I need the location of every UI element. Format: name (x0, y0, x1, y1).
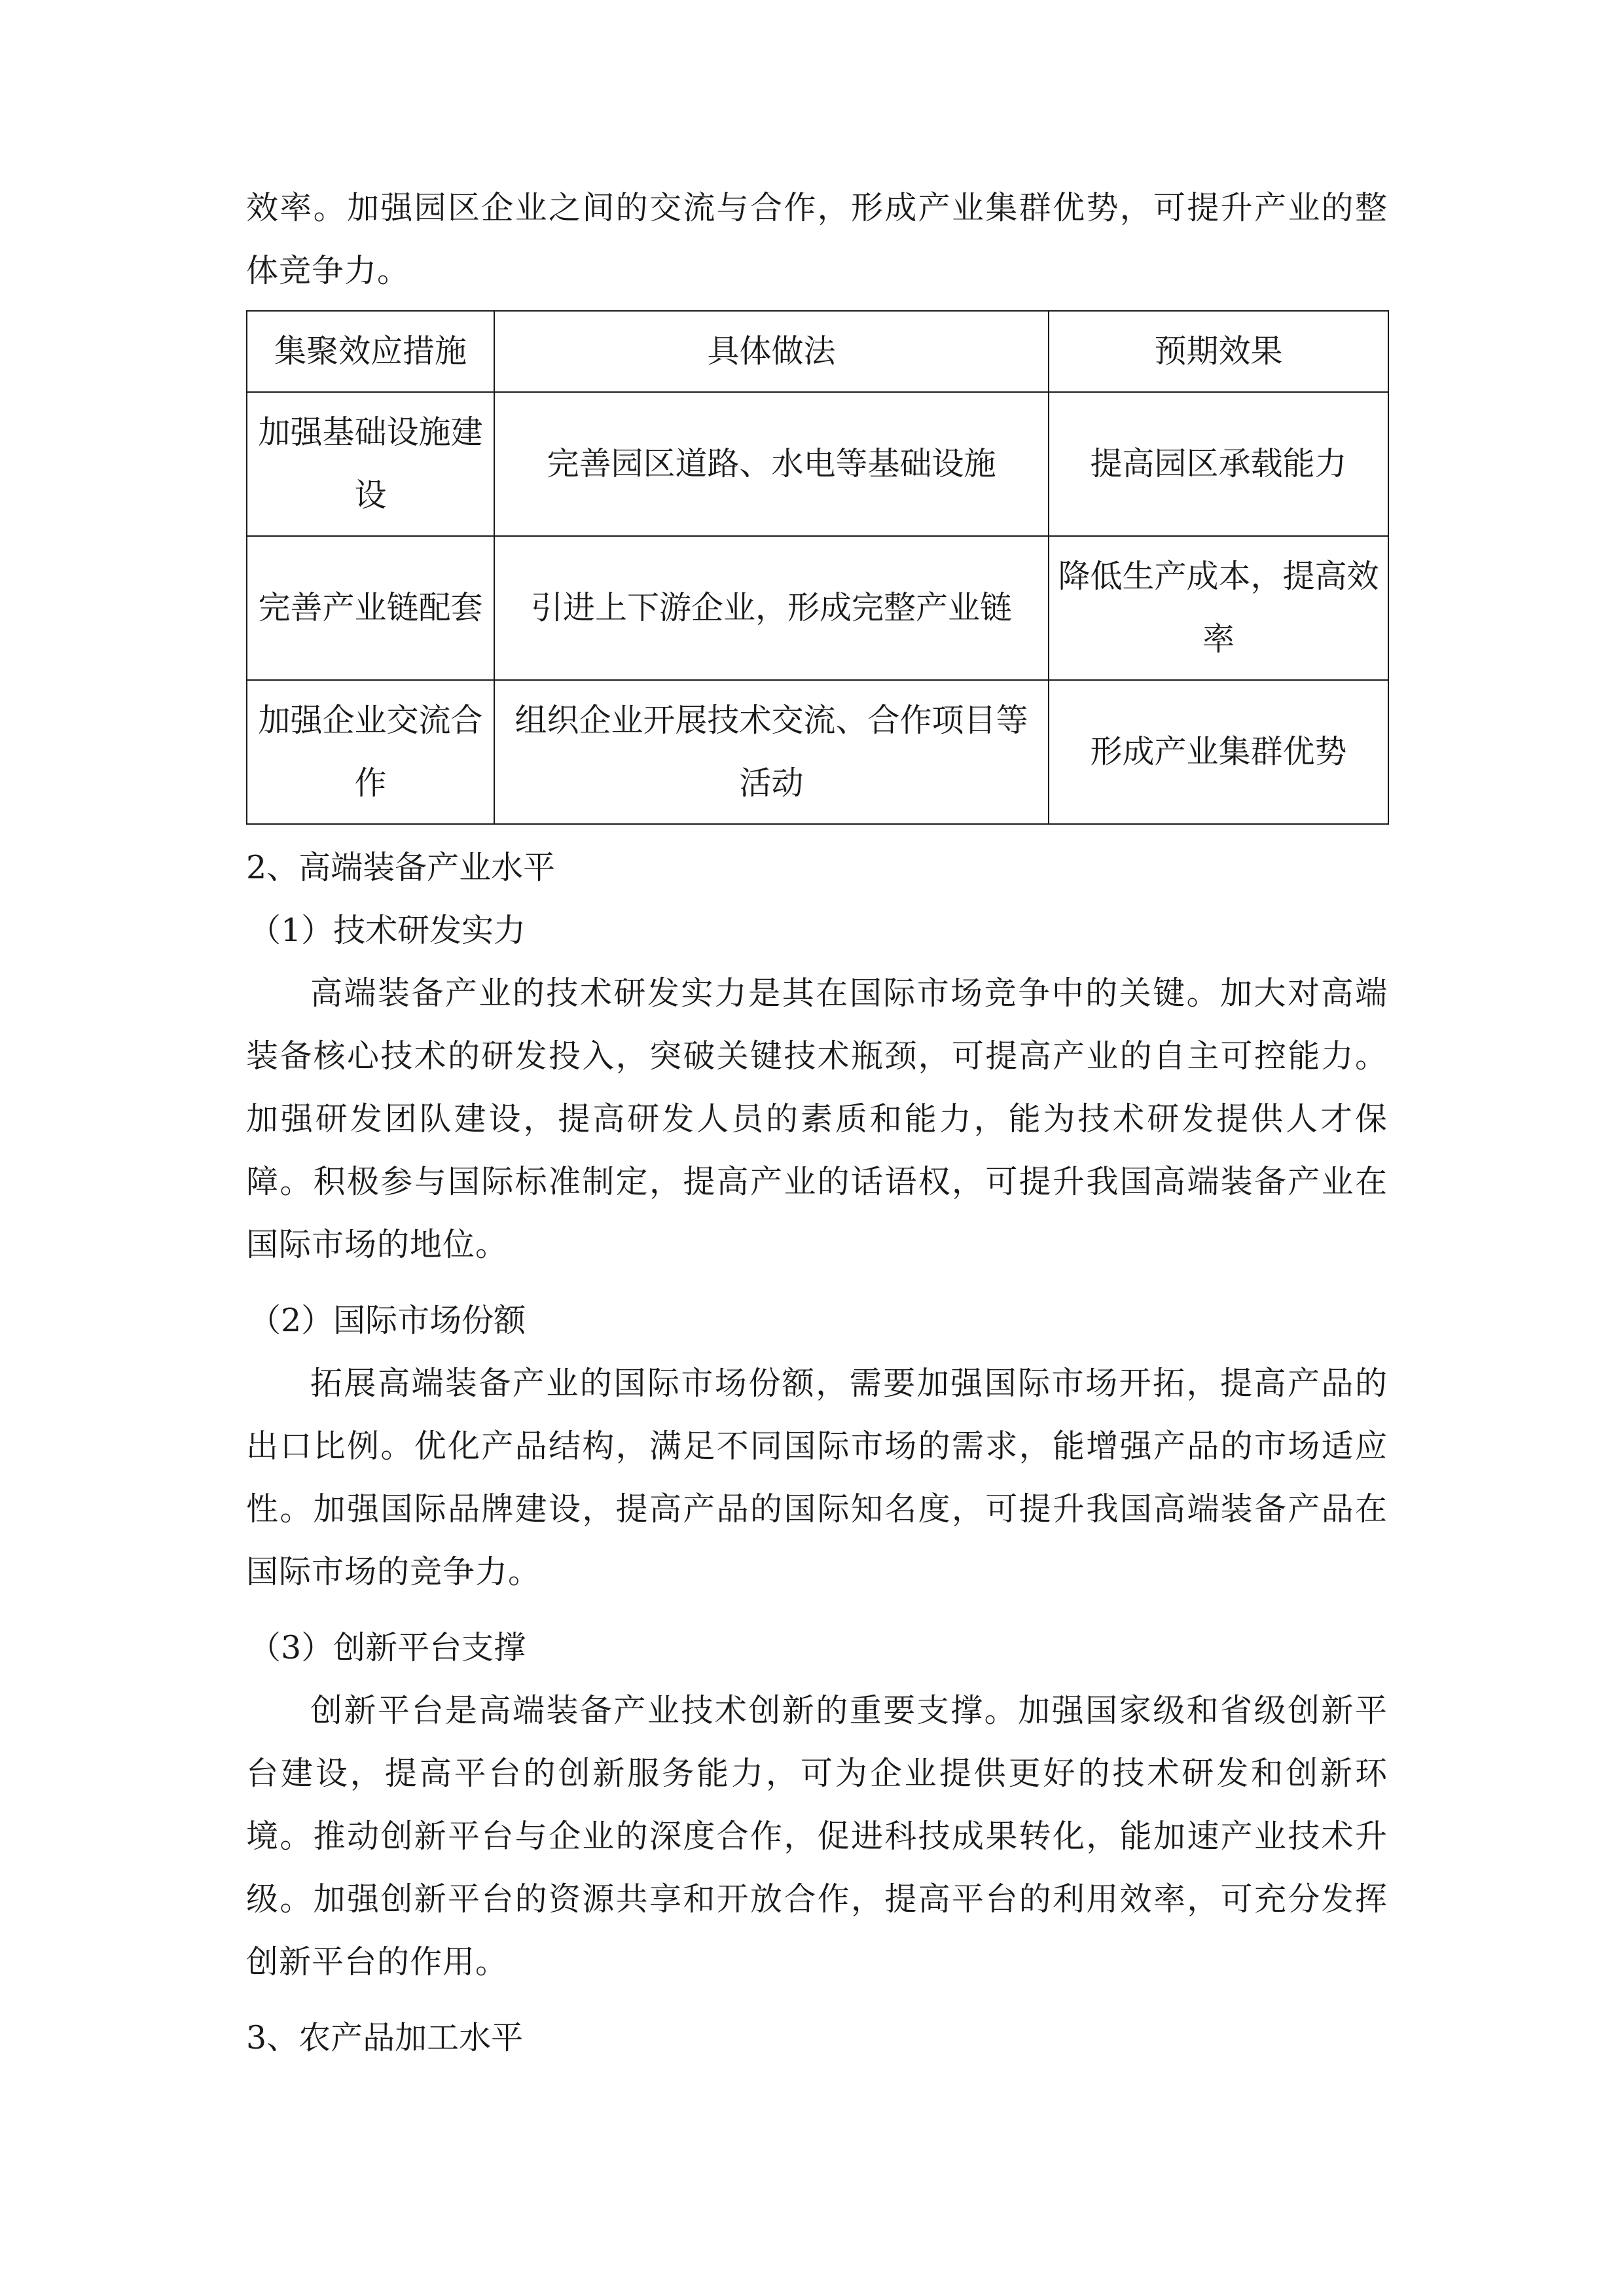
table-cell: 降低生产成本，提高效率 (1049, 536, 1388, 680)
table-cell: 加强基础设施建设 (247, 392, 494, 536)
subsection-title: （3）创新平台支撑 (249, 1629, 526, 1666)
section-heading: 2、高端装备产业水平 (246, 849, 556, 886)
section-heading: 3、农产品加工水平 (246, 2019, 524, 2056)
table-row (247, 392, 1388, 536)
table-header-cell: 集聚效应措施 (247, 311, 494, 392)
table-cell: 组织企业开展技术交流、合作项目等活动 (494, 680, 1049, 824)
table-header-cell: 预期效果 (1049, 311, 1388, 392)
body-paragraph: 拓展高端装备产业的国际市场份额，需要加强国际市场开拓，提高产品的出口比例。优化产品结构，满足不同国际市场的需求，能增强产品的市场适应性。加强国际品牌建设，提高产品的国际知名度，可提升我国高端装备产品在国际市场的竞争力。 (246, 1365, 1388, 1590)
table-row (247, 536, 1388, 680)
body-paragraph: 创新平台是高端装备产业技术创新的重要支撑。加强国家级和省级创新平台建设，提高平台的创新服务能力，可为企业提供更好的技术研发和创新环境。推动创新平台与企业的深度合作，促进科技成果转化，能加速产业技术升级。加强创新平台的资源共享和开放合作，提高平台的利用效率，可充分发挥创新平台的作用。 (246, 1692, 1388, 1981)
table-cell: 加强企业交流合作 (247, 680, 494, 824)
table-header-cell: 具体做法 (494, 311, 1049, 392)
table-cell: 形成产业集群优势 (1049, 680, 1388, 824)
subsection-title: （2）国际市场份额 (249, 1302, 526, 1339)
table-cell: 引进上下游企业，形成完整产业链 (494, 536, 1049, 680)
table-row (247, 680, 1388, 824)
cluster-effect-table (246, 310, 1389, 825)
table-cell: 提高园区承载能力 (1049, 392, 1388, 536)
table-cell: 完善园区道路、水电等基础设施 (494, 392, 1049, 536)
intro-paragraph: 效率。加强园区企业之间的交流与合作，形成产业集群优势，可提升产业的整体竞争力。 (246, 189, 1388, 289)
subsection-title: （1）技术研发实力 (249, 912, 526, 949)
table-header-row (247, 311, 1388, 392)
table-cell: 完善产业链配套 (247, 536, 494, 680)
document-page (246, 177, 1388, 2070)
body-paragraph: 高端装备产业的技术研发实力是其在国际市场竞争中的关键。加大对高端装备核心技术的研发投入，突破关键技术瓶颈，可提高产业的自主可控能力。加强研发团队建设，提高研发人员的素质和能力，能为技术研发提供人才保障。积极参与国际标准制定，提高产业的话语权，可提升我国高端装备产业在国际市场的地位。 (246, 975, 1388, 1263)
